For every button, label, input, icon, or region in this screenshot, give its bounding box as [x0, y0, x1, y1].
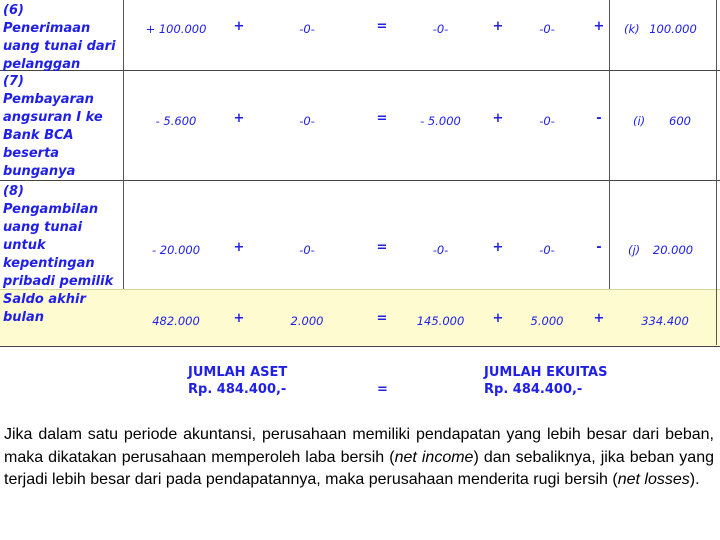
plus-operator: + [593, 311, 605, 326]
minus-operator: - [596, 111, 602, 126]
plus-operator: + [492, 311, 504, 326]
plus-operator: + [492, 111, 504, 126]
liability2-cell: -0- [539, 114, 555, 128]
row-description-line: beserta [3, 146, 60, 161]
transaction-label: (i) [633, 114, 646, 128]
equals-operator: = [376, 19, 388, 34]
total-assets-value: Rp. 484.400,- [188, 382, 287, 397]
row-description [3, 291, 121, 327]
row-description-line: Penerimaan [3, 21, 91, 36]
transaction-label: (k) [624, 22, 640, 36]
ending-balance-row [0, 289, 720, 347]
equals-operator: = [376, 240, 388, 255]
column-divider [609, 0, 610, 289]
summary-equals: = [377, 382, 388, 397]
total-equity-block [484, 364, 607, 398]
row-description [3, 73, 121, 181]
table-row [0, 181, 720, 289]
plus-operator: + [492, 19, 504, 34]
row-description-line: angsuran I ke [3, 110, 103, 125]
cash-cell: 482.000 [152, 314, 200, 328]
liability-cell: 145.000 [416, 314, 465, 328]
row-description-line: bulan [3, 310, 45, 325]
row-description-line: Bank BCA [3, 128, 74, 143]
paragraph-text: ) dan sebaliknya, jika beban yang terjadi lebih besar dari pada pendapatannya, maka perusahaan menderita rugi bersih ( [4, 448, 719, 488]
equity-cell: 20.000 [652, 243, 694, 257]
row-description-line: (7) [3, 74, 24, 89]
row-description-line: uang tunai dari [3, 39, 116, 54]
liability2-cell: 5.000 [530, 314, 564, 328]
plus-operator: + [233, 240, 245, 255]
row-description-line: (8) [3, 184, 24, 199]
paragraph-text: ). [689, 471, 700, 488]
row-description-line: (6) [3, 3, 24, 18]
table-row [0, 70, 720, 181]
equipment-cell: -0- [299, 114, 315, 128]
plus-operator: + [492, 240, 504, 255]
liability-cell: -0- [432, 22, 449, 36]
row-description-line: pelanggan [3, 57, 81, 72]
table-row [0, 0, 720, 71]
row-description-line: kepentingan [3, 256, 95, 271]
equity-cell: 600 [669, 114, 691, 128]
plus-operator: + [593, 19, 605, 34]
row-description-line: Pembayaran [3, 92, 94, 107]
liability-cell: - 5.000 [420, 114, 461, 128]
transaction-label: (j) [628, 243, 641, 257]
column-divider [716, 0, 717, 345]
row-description [3, 183, 121, 291]
row-description [3, 2, 121, 74]
cash-cell: - 5.600 [155, 114, 197, 128]
liability2-cell: -0- [539, 243, 555, 257]
equity-cell: 100.000 [649, 22, 697, 36]
plus-operator: + [233, 111, 245, 126]
cash-cell: - 20.000 [151, 243, 201, 257]
row-description-line: bunganya [3, 164, 76, 179]
total-equity-title: JUMLAH EKUITAS [484, 365, 608, 380]
row-description-line: Pengambilan [3, 202, 99, 217]
equity-cell: 334.400 [641, 314, 689, 328]
explanation-paragraph [4, 424, 719, 492]
cash-cell: + 100.000 [145, 22, 207, 36]
equals-operator: = [376, 311, 388, 326]
column-divider [123, 0, 124, 289]
italic-term: net income [394, 448, 474, 466]
paragraph-text: Jika dalam satu periode akuntansi, perusahaan memiliki pendapatan yang lebih besar dari beban, maka dikatakan perusahaan memperoleh laba bersih ( [4, 426, 719, 466]
equals-operator: = [376, 111, 388, 126]
equipment-cell: 2.000 [290, 314, 324, 328]
row-description-line: pribadi pemilik [3, 274, 114, 289]
italic-term: net losses [617, 471, 690, 488]
minus-operator: - [596, 240, 602, 255]
total-equity-value: Rp. 484.400,- [484, 382, 583, 397]
total-assets-block [188, 364, 287, 398]
row-description-line: uang tunai [3, 220, 83, 235]
row-description-line: untuk [3, 238, 46, 253]
plus-operator: + [233, 311, 245, 326]
liability-cell: -0- [432, 243, 449, 257]
plus-operator: + [233, 19, 245, 34]
row-description-line: Saldo akhir [3, 292, 86, 307]
equipment-cell: -0- [299, 243, 315, 257]
liability2-cell: -0- [539, 22, 555, 36]
equipment-cell: -0- [299, 22, 315, 36]
total-assets-title: JUMLAH ASET [188, 365, 288, 380]
